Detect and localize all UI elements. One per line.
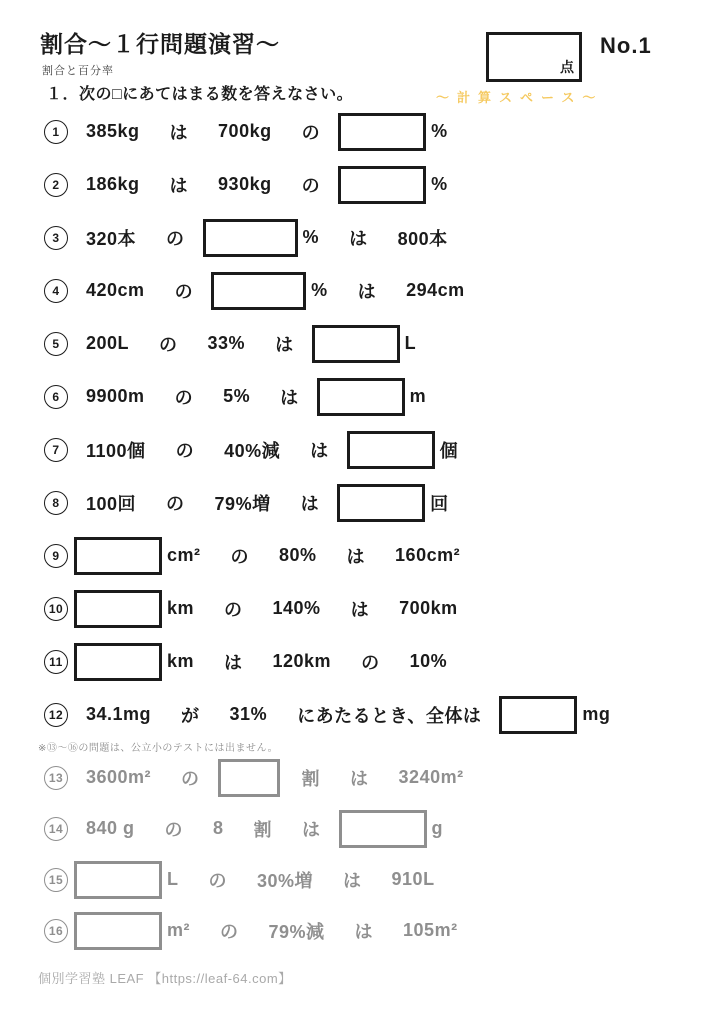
problem-text: の [230,546,250,567]
problem-number-badge: 10 [44,597,68,621]
problem-row [0,854,725,905]
unit-label: km [167,598,195,618]
problem-text: 30%増 [257,870,314,891]
problem-text: の [159,334,178,355]
problem-text: 3600m² [86,767,152,787]
problem-text: の [166,228,185,249]
problem-text: 700kg [218,121,272,141]
problem-row [0,211,725,264]
problem-text: 186kg [86,174,140,194]
problem-text: 34.1mg [86,704,152,724]
problem-text: の [175,440,195,461]
exclusion-note: ※⑬〜⑯の問題は、公立小のテストには出ません。 [38,743,279,754]
problem-text: は [350,768,369,789]
answer-box[interactable] [317,378,405,416]
problem-text: 9900m [86,386,145,406]
problem-number-badge: 16 [44,919,68,943]
score-entry-box[interactable] [486,32,582,82]
problem-text: の [224,599,243,620]
problem-text: 105m² [403,920,458,940]
problem-number-badge: 2 [44,173,68,197]
unit-label: % [302,227,320,247]
instruction-text: １．次の□にあてはまる数を答えなさい。 [46,86,354,103]
answer-box[interactable] [338,166,426,204]
problem-number-badge: 12 [44,703,68,727]
answer-box[interactable] [74,861,162,899]
problem-text: 8 [213,818,224,838]
problem-text: 930kg [218,174,272,194]
problem-text: は [169,175,189,196]
problem-text: 160cm² [395,545,461,565]
extra-problem-list [0,752,725,956]
problem-list [0,105,725,741]
problem-text: は [302,819,321,840]
unit-label: % [431,174,448,194]
calc-space-label: 〜計算スペース〜 [436,90,604,105]
problem-text: 294cm [406,280,465,300]
answer-box[interactable] [218,759,280,797]
problem-row [0,158,725,211]
page-number: No.1 [600,33,652,58]
problem-text: 1100個 [86,440,146,461]
problem-text: 840 g [86,818,135,838]
problem-text: 10% [409,651,448,671]
unit-label: km [167,651,195,671]
problem-row [0,635,725,688]
problem-row [0,423,725,476]
problem-row [0,264,725,317]
answer-box[interactable] [74,643,162,681]
problem-number-badge: 4 [44,279,68,303]
problem-text: の [164,819,184,840]
problem-row [0,582,725,635]
problem-text: の [301,122,321,143]
problem-text: は [224,652,243,673]
problem-text: 3240m² [398,767,464,787]
page-subtitle: 割合と百分率 [42,65,114,77]
problem-text: 31% [229,704,268,724]
unit-label: % [311,280,328,300]
answer-box[interactable] [339,810,427,848]
problem-text: の [174,281,194,302]
unit-label: m [409,386,427,406]
problem-text: 385kg [86,121,140,141]
problem-text: 100回 [86,493,137,514]
problem-text: の [166,493,185,514]
score-unit-label: 点 [560,59,574,75]
unit-label: % [431,121,448,141]
problem-text: 80% [279,545,317,565]
problem-text: 910L [391,869,435,889]
answer-box[interactable] [499,696,577,734]
problem-text: は [300,493,320,514]
answer-box[interactable] [347,431,435,469]
answer-box[interactable] [74,537,162,575]
problem-text: は [346,546,366,567]
answer-box[interactable] [312,325,400,363]
unit-label: m² [167,920,190,940]
problem-text: は [349,228,368,249]
answer-box[interactable] [338,113,426,151]
problem-row [0,752,725,803]
problem-number-badge: 5 [44,332,68,356]
problem-row [0,317,725,370]
problem-text: の [174,387,194,408]
problem-text: の [208,870,227,891]
problem-number-badge: 13 [44,766,68,790]
unit-label: L [167,869,179,889]
problem-text: 800本 [397,228,448,249]
problem-text: 120km [272,651,332,671]
answer-box[interactable] [337,484,425,522]
problem-number-badge: 7 [44,438,68,462]
problem-text: は [280,387,299,408]
problem-text: 40%減 [224,440,281,461]
problem-text: は [357,281,377,302]
answer-box[interactable] [74,590,162,628]
page-title: 割合〜１行問題演習〜 [40,31,280,57]
problem-number-badge: 9 [44,544,68,568]
problem-text: にあたるとき、全体は [297,705,482,726]
problem-number-badge: 15 [44,868,68,892]
problem-text: 420cm [86,280,145,300]
problem-text: の [361,652,380,673]
problem-row [0,529,725,582]
problem-text: 5% [223,386,251,406]
unit-label: 個 [439,440,459,461]
problem-row [0,105,725,158]
problem-text: は [169,122,189,143]
problem-text: 200L [86,333,130,353]
problem-text: は [275,334,294,355]
problem-row [0,905,725,956]
answer-box[interactable] [211,272,306,310]
footer-credit: 個別学習塾 LEAF 【https://leaf-64.com】 [38,971,292,986]
unit-label: L [404,333,417,353]
unit-label: mg [582,704,611,724]
problem-text: は [350,599,370,620]
answer-box[interactable] [74,912,162,950]
problem-text: は [343,870,362,891]
unit-label: 回 [430,493,449,514]
problem-text: 33% [207,333,246,353]
problem-text: 700km [399,598,458,618]
problem-number-badge: 3 [44,226,68,250]
problem-text: は [354,921,374,942]
problem-text: 79%減 [268,921,325,942]
problem-text: は [310,440,329,461]
unit-label: cm² [167,545,201,565]
problem-row [0,688,725,741]
problem-row [0,803,725,854]
problem-number-badge: 1 [44,120,68,144]
problem-text: 割 [253,819,273,840]
problem-text: の [181,768,200,789]
problem-number-badge: 8 [44,491,68,515]
answer-box[interactable] [203,219,298,257]
problem-number-badge: 11 [44,650,68,674]
unit-label: g [431,818,444,838]
problem-text: 140% [272,598,321,618]
problem-text: 割 [301,768,321,789]
problem-text: が [181,705,200,726]
problem-text: の [220,921,239,942]
problem-number-badge: 14 [44,817,68,841]
problem-text: 320本 [86,228,137,249]
problem-number-badge: 6 [44,385,68,409]
problem-text: 79%増 [214,493,271,514]
problem-row [0,370,725,423]
problem-text: の [301,175,321,196]
problem-row [0,476,725,529]
